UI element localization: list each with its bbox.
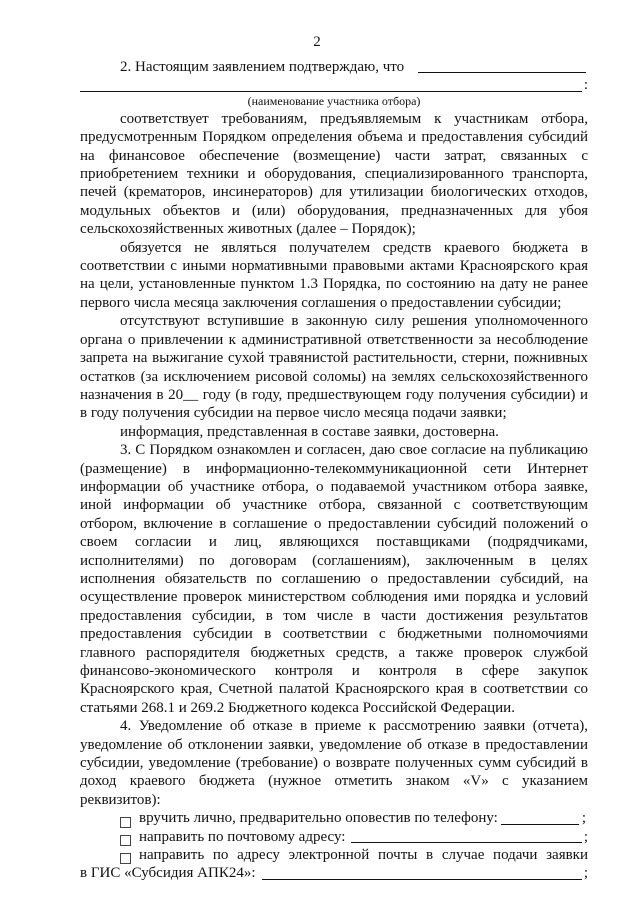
section2-paragraph-4: информация, представленная в составе заявки, достоверна.	[120, 423, 499, 440]
section2-paragraph-1: соответствует требованиям, предъявляемым к участникам отбора, предусмотренным Порядком определения объема и предоставления субсидий на финансовое обеспечение (возмещение) части затрат, связанных с приобретением техники и оборудования, специализированного транспорта, печей (крематоров, инсинераторов) для утилизации биологических отходов, модульных объектов и (или) оборудования, предназначенных для убоя сельскохозяйственных животных (далее – Порядок);	[80, 110, 588, 238]
section4-paragraph: 4. Уведомление об отказе в приеме к рассмотрению заявки (отчета), уведомление об отклонении заявки, уведомление об отказе в предоставлении субсидии, уведомление (требование) о возврате полученных сумм субсидий в доход краевого бюджета (нужное отметить знаком «V» с указанием реквизитов):	[80, 718, 588, 808]
option-postal-label: направить по почтовому адресу:	[139, 828, 346, 845]
blank-colon: :	[583, 77, 588, 94]
option-email-label: направить по адресу электронной почты в случае подачи заявки	[139, 847, 588, 864]
document-body	[80, 58, 588, 883]
option-email-row-2	[80, 864, 588, 882]
participant-name-field-1[interactable]	[418, 58, 586, 73]
phone-field[interactable]	[501, 810, 579, 825]
option1-semicolon: ;	[581, 810, 587, 827]
checkbox-personal-delivery[interactable]	[120, 817, 131, 828]
option3-semicolon: ;	[583, 865, 588, 882]
option-personal-delivery	[80, 809, 588, 827]
option-postal	[80, 828, 588, 846]
option-personal-delivery-label: вручить лично, предварительно оповестив по телефону:	[139, 810, 498, 827]
section2-intro: 2. Настоящим заявлением подтверждаю, что	[120, 59, 405, 75]
section2-paragraph-2: обязуется не являться получателем средств краевого бюджета в соответствии с иными нормативными правовыми актами Красноярского края на цели, установленные пунктом 1.3 Порядка, по состоянию на дату не ранее первого числа месяца заключения соглашения о предоставлении субсидии;	[80, 239, 588, 311]
section2-paragraph-3: отсутствуют вступившие в законную силу решения уполномоченного органа о привлечении к административной ответственности за несоблюдение запрета на выжигание сухой травянистой растительности, стерни, пожнивных остатков (за исключением рисовой соломы) на землях сельскохозяйственного назначения в 20__ году (в году, предшествующем году получения субсидии) и в году получения субсидии на первое число месяца подачи заявки;	[80, 313, 588, 422]
option-email-label-2: в ГИС «Субсидия АПК24»:	[80, 865, 256, 882]
participant-name-field-2[interactable]	[80, 77, 582, 92]
postal-address-field[interactable]	[351, 828, 581, 843]
checkbox-email[interactable]	[120, 853, 131, 864]
checkbox-postal[interactable]	[120, 835, 131, 846]
participant-caption: (наименование участника отбора)	[247, 93, 421, 108]
section2-blank-row	[80, 76, 588, 94]
option2-semicolon: ;	[583, 828, 588, 845]
section3-paragraph: 3. С Порядком ознакомлен и согласен, даю свое согласие на публикацию (размещение) в информационно-телекоммуникационной сети Интернет информации об участнике отбора, о подаваемой участником отбора заявке, иной информации об участнике отбора, связанной с соответствующим отбором, включение в соглашение о предоставлении субсидий положений о своем согласии и лиц, являющихся поставщиками (подрядчиками, исполнителями) по договорам (соглашениям), заключенным в целях исполнения обязательств по соглашению о предоставлении субсидий, на осуществление проверок министерством соблюдения ими порядка и условий предоставления субсидии, в том числе в части достижения результатов предоставления субсидии в соответствии с бюджетными полномочиями главного распорядителя бюджетных средств, а также проверок службой финансово-экономического контроля и контроля в сфере закупок Красноярского края, Счетной палатой Красноярского края в соответствии со статьями 268.1 и 269.2 Бюджетного кодекса Российской Федерации.	[80, 442, 588, 716]
section2-intro-row	[80, 58, 588, 76]
email-address-field[interactable]	[262, 865, 582, 880]
page-number: 2	[313, 34, 321, 50]
option-email	[80, 846, 588, 864]
